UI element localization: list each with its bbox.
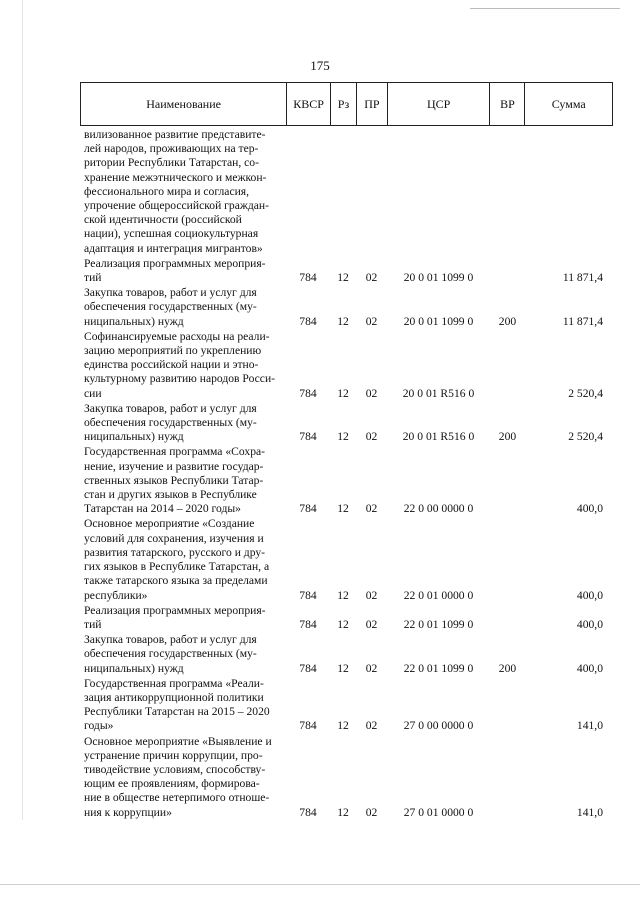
row-rz: 12 — [337, 430, 349, 444]
table-row — [80, 445, 613, 516]
row-rz: 12 — [337, 719, 349, 733]
row-csr: 22 0 01 0000 0 — [403, 588, 474, 602]
row-name-line: развития татарского, русского и дру- — [84, 545, 265, 559]
row-sum: 2 520,4 — [568, 386, 603, 400]
row-pr: 02 — [365, 430, 378, 444]
row-name-line: ской идентичности (российской — [84, 213, 242, 227]
row-kvsr: 784 — [299, 386, 317, 400]
row-name-line: Основное мероприятие «Выявление и — [84, 734, 272, 748]
row-csr: 22 0 01 1099 0 — [403, 617, 474, 631]
table-row — [80, 677, 613, 734]
row-sum: 141,0 — [576, 719, 603, 733]
row-name-line: вилизованное развитие представите- — [84, 128, 266, 141]
row-name-line: ниципальных) нужд — [84, 661, 184, 675]
row-rz: 12 — [337, 271, 349, 285]
row-pr: 02 — [365, 805, 378, 819]
row-kvsr: 784 — [299, 617, 317, 631]
table-row — [80, 286, 613, 329]
row-csr: 22 0 00 0000 0 — [403, 502, 474, 516]
row-name-line: ющим ее проявлениям, формирова- — [84, 777, 260, 791]
row-name-line: единства российской нации и этно- — [84, 358, 259, 372]
row-csr: 20 0 01 R516 0 — [402, 386, 475, 400]
row-name-line: обеспечения государственных (му- — [84, 416, 257, 430]
table-header — [80, 82, 613, 126]
row-pr: 02 — [365, 617, 378, 631]
row-rz: 12 — [337, 588, 349, 602]
row-name-line: обеспечения государственных (му- — [84, 647, 257, 661]
row-name-line: годы» — [84, 719, 114, 733]
row-name-line: обеспечения государственных (му- — [84, 300, 257, 314]
row-name-line: условий для сохранения, изучения и — [84, 531, 264, 545]
table-row — [80, 402, 613, 445]
row-sum: 11 871,4 — [562, 314, 603, 328]
row-name-line: республики» — [84, 588, 148, 602]
row-name-line: адаптация и интеграция мигрантов» — [84, 241, 263, 255]
scan-artifact-left — [22, 0, 23, 820]
row-rz: 12 — [337, 805, 349, 819]
row-pr: 02 — [365, 314, 378, 328]
row-name-line: Основное мероприятие «Создание — [84, 517, 255, 531]
row-pr: 02 — [365, 386, 378, 400]
row-rz: 12 — [337, 314, 349, 328]
row-pr: 02 — [365, 588, 378, 602]
row-pr: 02 — [365, 271, 378, 285]
row-name-line: Софинансируемые расходы на реали- — [84, 329, 270, 343]
header-pr: ПР — [356, 83, 387, 125]
table-row — [80, 604, 613, 632]
row-csr: 27 0 01 0000 0 — [403, 805, 474, 819]
row-name-line: нение, изучение и развитие государ- — [84, 459, 264, 473]
row-name-line: устранение причин коррупции, про- — [84, 748, 263, 762]
table-row — [80, 517, 613, 602]
scan-artifact-top — [470, 8, 620, 9]
row-name-line: гих языков в Республике Татарстан, а — [84, 560, 270, 574]
row-vr: 200 — [498, 314, 517, 328]
header-rz: Рз — [330, 83, 356, 125]
row-sum: 11 871,4 — [562, 271, 603, 285]
row-name-line: зацию мероприятий по укреплению — [84, 344, 262, 358]
row-name-line: хранение межэтнического и межкон- — [84, 170, 267, 184]
row-name — [80, 445, 286, 516]
table-row — [80, 128, 613, 256]
page-number: 175 — [310, 58, 330, 73]
row-name-line: сии — [84, 386, 102, 400]
row-name-line: ниципальных) нужд — [84, 430, 184, 444]
row-name-line: ственных языков Республики Татар- — [84, 473, 264, 487]
row-kvsr: 784 — [299, 271, 317, 285]
row-name-line: фессионального мира и согласия, — [84, 184, 250, 198]
table-row — [80, 257, 613, 285]
table-row — [80, 735, 613, 820]
row-name-line: Закупка товаров, работ и услуг для — [84, 401, 257, 415]
row-name-line: стан и других языков в Республике — [84, 488, 257, 502]
row-name-line: Реализация программных мероприя- — [84, 256, 266, 270]
row-vr: 200 — [498, 430, 517, 444]
row-sum: 400,0 — [576, 617, 603, 631]
row-name-line: Республики Татарстан на 2015 – 2020 — [84, 705, 270, 719]
row-sum: 2 520,4 — [568, 430, 603, 444]
header-vr: ВР — [489, 83, 524, 125]
row-rz: 12 — [337, 617, 349, 631]
row-name-line: тий — [84, 271, 102, 285]
row-name — [80, 604, 286, 632]
row-csr: 22 0 01 1099 0 — [403, 661, 474, 675]
row-name-line: тий — [84, 617, 102, 631]
row-name-line: Государственная программа «Сохра- — [84, 445, 265, 459]
row-rz: 12 — [337, 661, 349, 675]
header-name: Наименование — [146, 96, 221, 111]
row-csr: 20 0 01 1099 0 — [403, 314, 474, 328]
row-name-line: тиводействие условиям, способству- — [84, 762, 266, 776]
row-csr: 20 0 01 R516 0 — [402, 430, 475, 444]
row-kvsr: 784 — [299, 430, 317, 444]
row-vr: 200 — [498, 661, 517, 675]
row-name — [80, 257, 286, 285]
row-name-line: Закупка товаров, работ и услуг для — [84, 286, 257, 300]
row-name-line: Реализация программных мероприя- — [84, 603, 266, 617]
row-rz: 12 — [337, 386, 349, 400]
row-name-line: упрочение общероссийской граждан- — [84, 199, 269, 213]
row-sum: 400,0 — [576, 502, 603, 516]
row-name — [80, 677, 286, 734]
row-kvsr: 784 — [299, 314, 317, 328]
header-kvsr: КВСР — [286, 83, 330, 125]
row-kvsr: 784 — [299, 502, 317, 516]
row-name-line: ние в обществе нетерпимого отноше- — [84, 791, 270, 805]
row-name-line: лей народов, проживающих на тер- — [84, 142, 259, 156]
row-name-line: ритории Республики Татарстан, со- — [84, 156, 259, 170]
row-name-line: ния к коррупции» — [84, 805, 172, 819]
row-name-line: также татарского языка за пределами — [84, 574, 268, 588]
row-name — [80, 128, 286, 256]
row-name — [80, 517, 286, 602]
row-csr: 27 0 00 0000 0 — [403, 719, 474, 733]
row-name-line: зация антикоррупционной политики — [84, 690, 264, 704]
header-csr: ЦСР — [387, 83, 490, 125]
row-name — [80, 402, 286, 445]
row-rz: 12 — [337, 502, 349, 516]
row-name-line: культурному развитию народов Росси- — [84, 372, 276, 386]
row-pr: 02 — [365, 502, 378, 516]
row-csr: 20 0 01 1099 0 — [403, 271, 474, 285]
row-kvsr: 784 — [299, 588, 317, 602]
header-sum: Сумма — [524, 83, 612, 125]
row-sum: 400,0 — [576, 588, 603, 602]
row-name-line: ниципальных) нужд — [84, 314, 184, 328]
table-row — [80, 330, 613, 401]
scan-artifact-bottom — [0, 884, 640, 885]
row-name — [80, 633, 286, 676]
row-name-line: нации), успешная социокультурная — [84, 227, 259, 241]
row-pr: 02 — [365, 719, 378, 733]
row-kvsr: 784 — [299, 719, 317, 733]
row-pr: 02 — [365, 661, 378, 675]
row-name-line: Закупка товаров, работ и услуг для — [84, 633, 257, 647]
table-row — [80, 633, 613, 676]
row-sum: 141,0 — [576, 805, 603, 819]
row-sum: 400,0 — [576, 661, 603, 675]
row-kvsr: 784 — [299, 661, 317, 675]
row-name — [80, 330, 286, 401]
table-body — [80, 128, 613, 820]
row-name-line: Государственная программа «Реали- — [84, 676, 264, 690]
row-name — [80, 735, 286, 820]
row-name-line: Татарстан на 2014 – 2020 годы» — [84, 502, 241, 516]
row-kvsr: 784 — [299, 805, 317, 819]
row-name — [80, 286, 286, 329]
